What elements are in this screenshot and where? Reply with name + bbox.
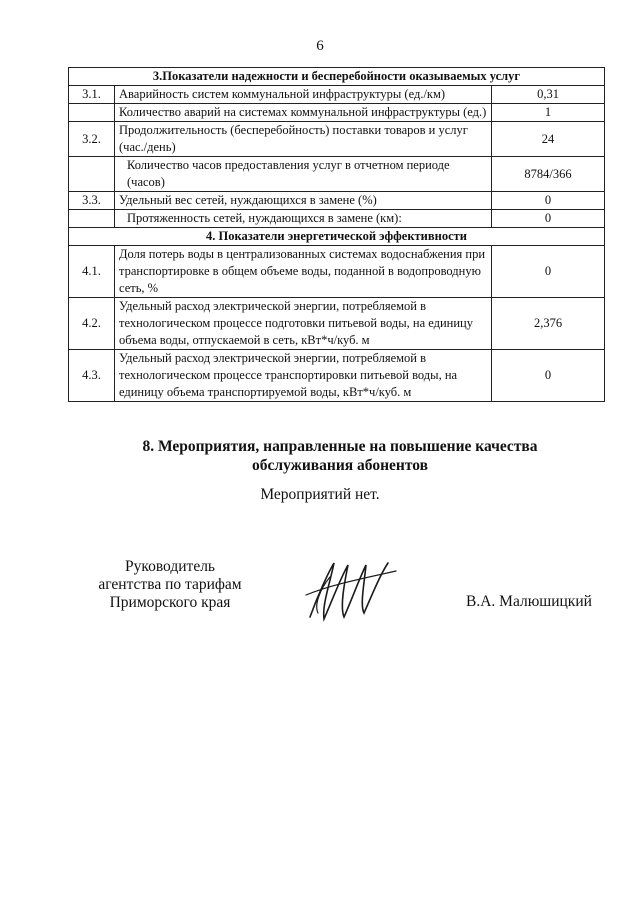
table-row: [69, 157, 605, 192]
table-row: [69, 104, 605, 122]
table-row: [69, 246, 605, 298]
row-value: 0: [492, 246, 605, 298]
row-description: Доля потерь воды в централизованных системах водоснабжения при транспортировке в общем объеме воды, поданной в водопроводную сеть, %: [115, 246, 492, 298]
no-events-text: Мероприятий нет.: [260, 486, 380, 503]
section-8-title-line: 8. Мероприятия, направленные на повышение качества: [142, 438, 538, 455]
row-number: [69, 157, 115, 192]
page-number: 6: [316, 38, 324, 54]
row-description: Количество аварий на системах коммунальной инфраструктуры (ед.): [115, 104, 492, 122]
section-3-title: 3.Показатели надежности и бесперебойности оказываемых услуг: [69, 68, 605, 86]
row-value: 0: [492, 192, 605, 210]
row-value: 24: [492, 122, 605, 157]
row-value: 0: [492, 350, 605, 402]
table-row: [69, 350, 605, 402]
section-8-title-line: обслуживания абонентов: [252, 457, 428, 474]
row-value: 2,376: [492, 298, 605, 350]
indicators-table: [68, 67, 605, 402]
row-description: Удельный вес сетей, нуждающихся в замене (%): [115, 192, 492, 210]
section-header-row: [69, 228, 605, 246]
section-4-title: 4. Показатели энергетической эффективности: [69, 228, 605, 246]
row-number: [69, 104, 115, 122]
row-value: 8784/366: [492, 157, 605, 192]
handwritten-signature: [300, 555, 410, 625]
row-description: Аварийность систем коммунальной инфраструктуры (ед./км): [115, 86, 492, 104]
row-number: 4.3.: [69, 350, 115, 402]
row-number: 3.2.: [69, 122, 115, 157]
table-row: [69, 210, 605, 228]
row-description: Протяженность сетей, нуждающихся в замене (км):: [115, 210, 492, 228]
row-number: 4.2.: [69, 298, 115, 350]
table-row: [69, 86, 605, 104]
row-description: Продолжительность (бесперебойность) поставки товаров и услуг (час./день): [115, 122, 492, 157]
signatory-title-line: Приморского края: [109, 594, 231, 611]
row-description: Удельный расход электрической энергии, потребляемой в технологическом процессе подготовки питьевой воды, на единицу объема воды, отпускаемой в сеть, кВт*ч/куб. м: [115, 298, 492, 350]
row-number: 4.1.: [69, 246, 115, 298]
row-number: 3.3.: [69, 192, 115, 210]
signatory-name: В.А. Малюшицкий: [466, 593, 592, 610]
signatory-title-line: агентства по тарифам: [98, 576, 242, 593]
row-description: Количество часов предоставления услуг в отчетном периоде (часов): [115, 157, 492, 192]
signatory-title: [80, 558, 260, 612]
table-row: [69, 298, 605, 350]
row-description: Удельный расход электрической энергии, потребляемой в технологическом процессе транспортировки питьевой воды, на единицу объема транспортируемой воды, кВт*ч/куб. м: [115, 350, 492, 402]
row-number: [69, 210, 115, 228]
row-value: 0,31: [492, 86, 605, 104]
table-row: [69, 192, 605, 210]
section-header-row: [69, 68, 605, 86]
table-row: [69, 122, 605, 157]
signatory-title-line: Руководитель: [124, 558, 216, 575]
row-value: 0: [492, 210, 605, 228]
row-value: 1: [492, 104, 605, 122]
section-8-heading: [60, 437, 620, 475]
row-number: 3.1.: [69, 86, 115, 104]
